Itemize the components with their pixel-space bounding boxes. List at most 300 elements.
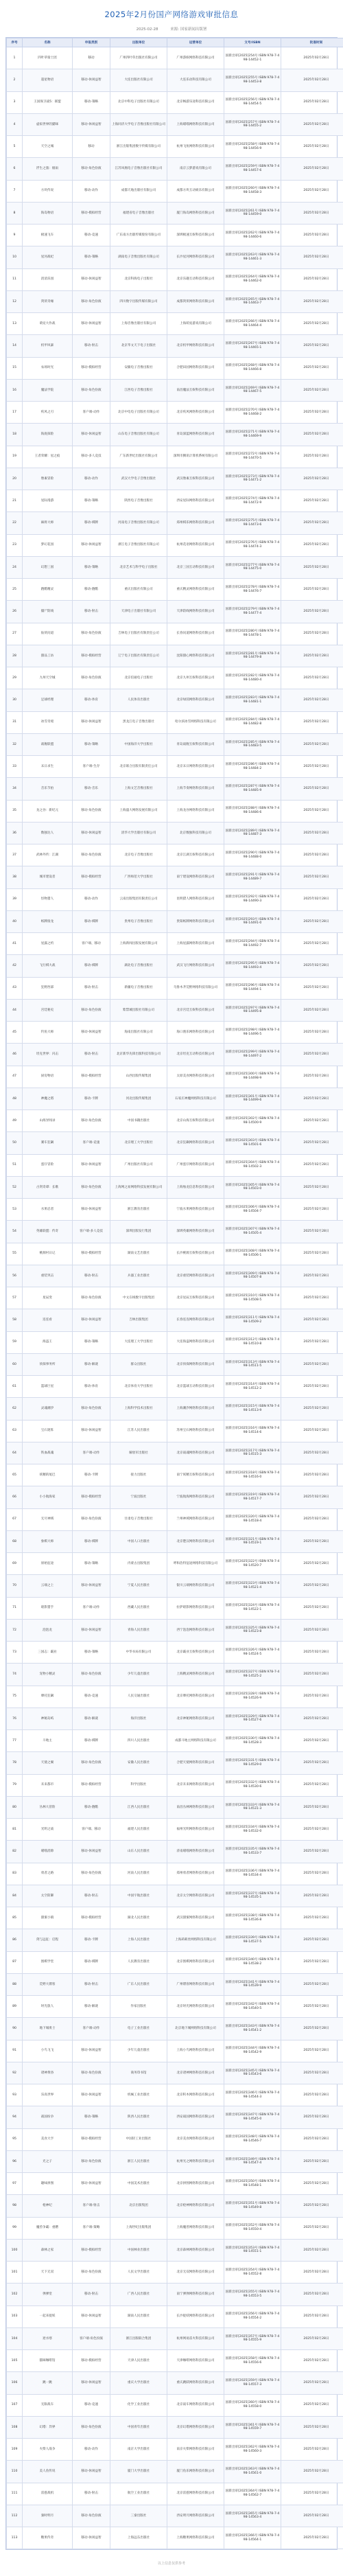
col-header-date: 批准时间: [281, 38, 343, 47]
cell-no: 91: [7, 2040, 23, 2062]
cell-name: 九州天空城: [23, 667, 73, 689]
cell-name: 消消乐园: [23, 268, 73, 290]
cell-isbn: 国新出审[2025]302号 ISBN 978-7-498-14500-9: [224, 1110, 281, 1132]
cell-date: 2025年02月28日: [281, 1929, 343, 1951]
cell-operator: 郑州勇者网络科技有限公司: [167, 1863, 224, 1885]
cell-name: 糖果传奇: [23, 2527, 73, 2549]
cell-date: 2025年02月28日: [281, 1686, 343, 1707]
cell-name: 勇者之路: [23, 1863, 73, 1885]
table-row: [7, 2305, 343, 2327]
cell-publisher: 内蒙古出版集团: [110, 1553, 167, 1575]
cell-date: 2025年02月28日: [281, 2372, 343, 2394]
cell-isbn: 国新出审[2025]271号 ISBN 978-7-498-14469-9: [224, 424, 281, 446]
cell-no: 45: [7, 1022, 23, 1044]
cell-publisher: 广州出版社有限公司: [110, 1154, 167, 1176]
cell-category: 移动-角色扮演: [73, 379, 110, 401]
cell-operator: 大连海盗网络科技有限公司: [167, 1331, 224, 1353]
cell-date: 2025年02月28日: [281, 733, 343, 755]
table-row: [7, 1796, 343, 1818]
cell-category: 移动-策略: [73, 1553, 110, 1575]
cell-publisher: 中国青年出版社: [110, 2416, 167, 2438]
cell-date: 2025年02月28日: [281, 424, 343, 446]
table-row: [7, 2040, 343, 2062]
cell-no: 6: [7, 158, 23, 180]
cell-isbn: 国新出审[2025]268号 ISBN 978-7-498-14466-8: [224, 357, 281, 379]
cell-operator: 北京三国互动科技有限公司: [167, 556, 224, 578]
table-row: [7, 1066, 343, 1088]
cell-name: 雷霆战机: [23, 2483, 73, 2505]
cell-isbn: 国新出审[2025]277号 ISBN 978-7-498-14475-0: [224, 556, 281, 578]
cell-isbn: 国新出审[2025]341号 ISBN 978-7-498-14539-9: [224, 1973, 281, 1995]
cell-category: 客户端-动作: [73, 1597, 110, 1619]
cell-operator: 南京火柴网络科技有限公司: [167, 2439, 224, 2461]
cell-category: 移动-射击: [73, 601, 110, 623]
cell-name: 超星物语: [23, 69, 73, 91]
cell-category: 移动-模拟经营: [73, 1243, 110, 1265]
cell-name: 海盗王: [23, 1331, 73, 1353]
cell-isbn: 国新出审[2025]259号 ISBN 978-7-498-14457-6: [224, 158, 281, 180]
cell-date: 2025年02月28日: [281, 2040, 343, 2062]
cell-publisher: 北京中科电子出版社有限公司: [110, 91, 167, 113]
cell-category: 移动-模拟经营: [73, 1907, 110, 1929]
cell-category: 移动-竞速: [73, 225, 110, 246]
table-row: [7, 512, 343, 534]
cell-operator: 北京篮球互动科技有限公司: [167, 1376, 224, 1398]
cell-category: 移动-竞速: [73, 1686, 110, 1707]
cell-operator: 拉萨暗影网络科技有限公司: [167, 1597, 224, 1619]
cell-name: 四叶草骑士团: [23, 47, 73, 69]
table-row: [7, 955, 343, 977]
cell-operator: 上海小鸟网络科技有限公司: [167, 2040, 224, 2062]
cell-operator: 长春连连网络科技有限公司: [167, 1309, 224, 1331]
cell-name: 武林外传：江湖: [23, 844, 73, 866]
cell-date: 2025年02月28日: [281, 1730, 343, 1752]
cell-category: 移动-角色扮演: [73, 1508, 110, 1530]
cell-isbn: 国新出审[2025]276号 ISBN 978-7-498-14474-3: [224, 534, 281, 556]
table-row: [7, 225, 343, 246]
cell-no: 70: [7, 1575, 23, 1597]
cell-category: 移动-模拟经营: [73, 202, 110, 224]
cell-operator: 昆明猎人网络科技有限公司: [167, 888, 224, 910]
cell-publisher: 河南电子音像出版社有限公司: [110, 512, 167, 534]
cell-name: 荒野大镖客: [23, 1973, 73, 1995]
cell-name: 星露之约: [23, 933, 73, 955]
table-row: [7, 534, 343, 556]
cell-publisher: 广州四叶草出版社有限公司: [110, 47, 167, 69]
cell-name: 星河战纪: [23, 246, 73, 268]
table-row: [7, 2327, 343, 2349]
cell-name: 幻想三国: [23, 556, 73, 578]
cell-no: 82: [7, 1841, 23, 1863]
cell-publisher: 广西人民出版社: [110, 2284, 167, 2305]
cell-publisher: 吉林电子出版社有限责任公司: [110, 623, 167, 645]
cell-no: 53: [7, 1199, 23, 1221]
table-row: [7, 1420, 343, 1442]
cell-date: 2025年02月28日: [281, 977, 343, 999]
cell-publisher: 新疆电子音像出版社: [110, 977, 167, 999]
cell-isbn: 国新出审[2025]288号 ISBN 978-7-498-14486-6: [224, 800, 281, 822]
table-row: [7, 2217, 343, 2239]
cell-name: 逆水寒: [23, 2327, 73, 2349]
table-row: [7, 1841, 343, 1863]
cell-operator: 深圳英雄网络科技有限公司: [167, 1221, 224, 1243]
cell-name: 铁血战魂: [23, 1442, 73, 1464]
cell-name: 时光旅人: [23, 1996, 73, 2018]
cell-category: 移动-角色扮演: [73, 1752, 110, 1774]
cell-publisher: 浙江电子音像出版社有限公司: [110, 534, 167, 556]
cell-publisher: 湖北人民出版社: [110, 1907, 167, 1929]
cell-operator: 北京乐趣互动科技有限公司: [167, 268, 224, 290]
cell-no: 92: [7, 2062, 23, 2084]
cell-name: 梦幻花园: [23, 534, 73, 556]
table-row: [7, 1774, 343, 1796]
cell-no: 66: [7, 1486, 23, 1508]
cell-date: 2025年02月28日: [281, 1154, 343, 1176]
cell-category: 移动-休闲益智: [73, 1022, 110, 1044]
table-row: [7, 1088, 343, 1109]
cell-date: 2025年02月28日: [281, 1265, 343, 1287]
table-row: [7, 1973, 343, 1995]
cell-publisher: 作家出版社: [110, 1996, 167, 2018]
cell-category: 移动-策略: [73, 2106, 110, 2128]
cell-operator: 哈尔滨冰雪网络科技有限公司: [167, 711, 224, 733]
cell-date: 2025年02月28日: [281, 689, 343, 711]
table-row: [7, 1265, 343, 1287]
cell-date: 2025年02月28日: [281, 357, 343, 379]
cell-name: 剑侠奇缘: [23, 290, 73, 312]
col-header-name: 名称: [23, 38, 73, 47]
cell-isbn: 国新出审[2025]350号 ISBN 978-7-498-14548-1: [224, 2173, 281, 2195]
cell-date: 2025年02月28日: [281, 2483, 343, 2505]
cell-date: 2025年02月28日: [281, 1287, 343, 1309]
table-row: [7, 2372, 343, 2394]
cell-category: 移动-棋牌: [73, 1530, 110, 1552]
cell-no: 61: [7, 1376, 23, 1398]
cell-category: 客户端-竞速: [73, 1132, 110, 1154]
table-row: [7, 268, 343, 290]
cell-date: 2025年02月28日: [281, 1863, 343, 1885]
cell-operator: 上海烛龙信息科技有限公司: [167, 1176, 224, 1198]
cell-category: 移动-策略: [73, 490, 110, 512]
cell-name: 神魔之塔: [23, 1088, 73, 1109]
cell-publisher: 上海音像出版社有限公司: [110, 313, 167, 335]
cell-isbn: 国新出审[2025]365号 ISBN 978-7-498-14563-4: [224, 2505, 281, 2527]
cell-name: 钓鱼大师: [23, 1022, 73, 1044]
cell-category: 移动-跑酷: [73, 579, 110, 601]
cell-isbn: 国新出审[2025]349号 ISBN 978-7-498-14547-4: [224, 2150, 281, 2172]
cell-publisher: 海南出版社有限公司: [110, 1022, 167, 1044]
cell-isbn: 国新出审[2025]299号 ISBN 978-7-498-14497-2: [224, 1044, 281, 1066]
cell-isbn: 国新出审[2025]356号 ISBN 978-7-498-14554-2: [224, 2305, 281, 2327]
cell-publisher: 重庆大学出版社: [110, 2372, 167, 2394]
cell-category: 移动-角色扮演: [73, 1863, 110, 1885]
cell-name: 狂野西部: [23, 977, 73, 999]
cell-publisher: 福建省电子音像出版社: [110, 202, 167, 224]
cell-isbn: 国新出审[2025]314号 ISBN 978-7-498-14512-2: [224, 1376, 281, 1398]
cell-isbn: 国新出审[2025]329号 ISBN 978-7-498-14527-6: [224, 1707, 281, 1729]
cell-no: 84: [7, 1885, 23, 1907]
table-row: [7, 91, 343, 113]
cell-operator: 北京太空网络科技有限公司: [167, 1885, 224, 1907]
cell-date: 2025年02月28日: [281, 1530, 343, 1552]
cell-publisher: 中国宇航出版社: [110, 1885, 167, 1907]
cell-operator: 海口渔乐网络科技有限公司: [167, 1022, 224, 1044]
cell-name: 无尽神域: [23, 1508, 73, 1530]
cell-name: 乐高世界: [23, 2084, 73, 2106]
cell-date: 2025年02月28日: [281, 601, 343, 623]
cell-category: 移动-休闲益智: [73, 424, 110, 446]
cell-date: 2025年02月28日: [281, 2416, 343, 2438]
table-row: [7, 1752, 343, 1774]
cell-category: 移动-角色扮演: [73, 2150, 110, 2172]
cell-category: 移动-休闲益智: [73, 1199, 110, 1221]
cell-no: 10: [7, 246, 23, 268]
cell-operator: 福州光明网络科技有限公司: [167, 1819, 224, 1841]
cell-publisher: 上海世纪出版集团: [110, 2217, 167, 2239]
cell-no: 96: [7, 2150, 23, 2172]
table-row: [7, 1996, 343, 2018]
cell-category: 移动-策略: [73, 246, 110, 268]
cell-isbn: 国新出审[2025]338号 ISBN 978-7-498-14536-8: [224, 1907, 281, 1929]
cell-date: 2025年02月28日: [281, 1508, 343, 1530]
cell-publisher: 上海同济大学电子音像出版社有限公司: [110, 113, 167, 135]
cell-category: 移动-休闲益智: [73, 313, 110, 335]
cell-category: 客户端-角色扮演: [73, 2327, 110, 2349]
cell-category: 客户端-动作: [73, 2018, 110, 2040]
cell-operator: 厦门鱼乐网络科技有限公司: [167, 2461, 224, 2483]
cell-category: 移动-模拟经营: [73, 2350, 110, 2372]
cell-category: 移动-射击: [73, 2284, 110, 2305]
cell-category: 移动-策略: [73, 556, 110, 578]
cell-publisher: 湖南文艺出版社: [110, 1243, 167, 1265]
cell-publisher: 武汉大学电子音像出版社: [110, 468, 167, 490]
cell-no: 12: [7, 290, 23, 312]
cell-publisher: 上海文艺音像出版社: [110, 778, 167, 800]
cell-date: 2025年02月28日: [281, 2394, 343, 2416]
cell-category: 移动-解谜: [73, 1353, 110, 1375]
cell-no: 22: [7, 512, 23, 534]
cell-publisher: 河北出版传媒集团: [110, 1088, 167, 1109]
cell-publisher: 上海新闻出版发展有限公司: [110, 933, 167, 955]
cell-isbn: 国新出审[2025]342号 ISBN 978-7-498-14540-5: [224, 1996, 281, 2018]
cell-operator: 西安明月网络科技有限公司: [167, 2505, 224, 2527]
cell-operator: 天津防线网络科技有限公司: [167, 601, 224, 623]
cell-operator: 北京机甲网络科技有限公司: [167, 335, 224, 357]
cell-operator: 长沙星河网络科技有限公司: [167, 246, 224, 268]
cell-operator: 北京重装网络科技有限公司: [167, 1265, 224, 1287]
cell-publisher: 少年儿童出版社: [110, 1664, 167, 1686]
cell-date: 2025年02月28日: [281, 490, 343, 512]
cell-publisher: 人民交通出版社: [110, 1686, 167, 1707]
cell-publisher: 清华大学出版社有限公司: [110, 822, 167, 844]
cell-operator: 北京楚汉网络科技有限公司: [167, 1530, 224, 1552]
table-row: [7, 2128, 343, 2150]
cell-publisher: 浙江出版集团数字传媒有限公司: [110, 136, 167, 158]
table-row: [7, 1221, 343, 1243]
cell-publisher: 浙江人民出版社: [110, 2150, 167, 2172]
cell-isbn: 国新出审[2025]351号 ISBN 978-7-498-14549-8: [224, 2195, 281, 2217]
cell-publisher: 三秦出版社: [110, 2505, 167, 2527]
cell-publisher: 北京出版集团: [110, 2195, 167, 2217]
table-row: [7, 844, 343, 866]
cell-category: 移动-棋牌: [73, 910, 110, 932]
cell-no: 60: [7, 1353, 23, 1375]
cell-name: 暗影猎手: [23, 1597, 73, 1619]
cell-isbn: 国新出审[2025]308号 ISBN 978-7-498-14506-1: [224, 1243, 281, 1265]
cell-publisher: 福建人民出版社: [110, 1819, 167, 1841]
cell-isbn: 国新出审[2025]333号 ISBN 978-7-498-14531-3: [224, 1796, 281, 1818]
footer-note: 以上信息仅供参考: [0, 2561, 343, 2566]
cell-no: 25: [7, 579, 23, 601]
cell-category: 移动-策略: [73, 1331, 110, 1353]
cell-operator: 北京摩托网络科技有限公司: [167, 1686, 224, 1707]
cell-no: 29: [7, 667, 23, 689]
cell-category: 客户端-策略: [73, 2217, 110, 2239]
cell-name: 蛋仔冒险: [23, 1154, 73, 1176]
cell-no: 30: [7, 689, 23, 711]
cell-category: 移动-休闲益智: [73, 1575, 110, 1597]
cell-no: 68: [7, 1530, 23, 1552]
cell-name: 光之子: [23, 2150, 73, 2172]
cell-date: 2025年02月28日: [281, 1420, 343, 1442]
cell-category: 客户端、移动: [73, 1819, 110, 1841]
cell-date: 2025年02月28日: [281, 866, 343, 888]
cell-no: 48: [7, 1088, 23, 1109]
table-row: [7, 2527, 343, 2549]
cell-isbn: 国新出审[2025]332号 ISBN 978-7-498-14530-6: [224, 1774, 281, 1796]
cell-name: 趣味拼图: [23, 2173, 73, 2195]
cell-name: 龙之谷：新纪元: [23, 800, 73, 822]
cell-operator: 北京九州互娱科技有限公司: [167, 667, 224, 689]
cell-isbn: 国新出审[2025]258号 ISBN 978-7-498-14456-9: [224, 136, 281, 158]
cell-publisher: 广东南方出版传媒股份有限公司: [110, 225, 167, 246]
cell-no: 4: [7, 113, 23, 135]
cell-name: 古剑奇谭：长歌: [23, 1176, 73, 1198]
table-row: [7, 1553, 343, 1575]
table-row: [7, 2062, 343, 2084]
cell-date: 2025年02月28日: [281, 2150, 343, 2172]
cell-isbn: 国新出审[2025]262号 ISBN 978-7-498-14460-6: [224, 225, 281, 246]
cell-no: 31: [7, 711, 23, 733]
cell-date: 2025年02月28日: [281, 2327, 343, 2349]
cell-date: 2025年02月28日: [281, 2439, 343, 2461]
cell-operator: 济南喵喵网络科技有限公司: [167, 1841, 224, 1863]
cell-operator: 南京云梦游戏有限公司: [167, 158, 224, 180]
cell-isbn: 国新出审[2025]313号 ISBN 978-7-498-14511-5: [224, 1353, 281, 1375]
cell-publisher: 黑龙江电子音像出版社: [110, 711, 167, 733]
cell-date: 2025年02月28日: [281, 1752, 343, 1774]
cell-category: 移动-休闲益智: [73, 2173, 110, 2195]
cell-publisher: 接力出版社: [110, 1464, 167, 1486]
table-row: [7, 202, 343, 224]
table-row: [7, 2461, 343, 2483]
cell-no: 9: [7, 225, 23, 246]
cell-no: 32: [7, 733, 23, 755]
cell-no: 47: [7, 1066, 23, 1088]
cell-isbn: 国新出审[2025]293号 ISBN 978-7-498-14491-0: [224, 910, 281, 932]
cell-name: 海岛物语: [23, 202, 73, 224]
cell-publisher: 北京伯通电子出版社: [110, 667, 167, 689]
table-row: [7, 290, 343, 312]
cell-category: 移动-角色扮演: [73, 999, 110, 1021]
cell-operator: 北京诸神网络科技有限公司: [167, 2062, 224, 2084]
cell-operator: 上海萌宠游戏有限公司: [167, 313, 224, 335]
cell-date: 2025年02月28日: [281, 1132, 343, 1154]
cell-name: 原始征途: [23, 1553, 73, 1575]
cell-isbn: 国新出审[2025]326号 ISBN 978-7-498-14524-5: [224, 1642, 281, 1664]
cell-category: 移动-棋牌: [73, 1730, 110, 1752]
cell-operator: 北京森林网络科技有限公司: [167, 2239, 224, 2261]
cell-date: 2025年02月28日: [281, 1619, 343, 1641]
cell-category: 移动-射击: [73, 1044, 110, 1066]
cell-no: 16: [7, 379, 23, 401]
cell-no: 100: [7, 2239, 23, 2261]
table-row: [7, 1331, 343, 1353]
table-row: [7, 778, 343, 800]
cell-category: 移动-休闲益智: [73, 2461, 110, 2483]
cell-date: 2025年02月28日: [281, 1066, 343, 1088]
cell-category: 移动-角色扮演: [73, 800, 110, 822]
cell-date: 2025年02月28日: [281, 91, 343, 113]
table-row: [7, 888, 343, 910]
cell-operator: 北京侦探网络科技有限公司: [167, 1353, 224, 1375]
cell-date: 2025年02月28日: [281, 2018, 343, 2040]
cell-date: 2025年02月28日: [281, 1221, 343, 1243]
cell-operator: 上海龙谷网络科技有限公司: [167, 800, 224, 822]
cell-publisher: 上海盛大网络发展有限公司: [110, 800, 167, 822]
cell-isbn: 国新出审[2025]340号 ISBN 978-7-498-14538-2: [224, 1951, 281, 1973]
cell-name: 云端之上: [23, 1575, 73, 1597]
cell-isbn: 国新出审[2025]285号 ISBN 978-7-498-14483-5: [224, 733, 281, 755]
cell-name: 赛车狂飙: [23, 1132, 73, 1154]
cell-date: 2025年02月28日: [281, 313, 343, 335]
cell-no: 7: [7, 180, 23, 202]
cell-publisher: 人民体育出版社: [110, 689, 167, 711]
table-row: [7, 2262, 343, 2284]
cell-no: 24: [7, 556, 23, 578]
cell-isbn: 国新出审[2025]306号 ISBN 978-7-498-14504-7: [224, 1199, 281, 1221]
cell-operator: 西安战国网络科技有限公司: [167, 2106, 224, 2128]
cell-no: 78: [7, 1752, 23, 1774]
cell-date: 2025年02月28日: [281, 1819, 343, 1841]
cell-category: 移动-棋牌: [73, 1951, 110, 1973]
table-row: [7, 1376, 343, 1398]
cell-operator: 武汉飞行网络科技有限公司: [167, 955, 224, 977]
cell-category: 移动-射击: [73, 1973, 110, 1995]
cell-publisher: 湖北电子音像出版社: [110, 955, 167, 977]
cell-isbn: 国新出审[2025]254号 ISBN 978-7-498-14452-1: [224, 47, 281, 69]
table-row: [7, 2439, 343, 2461]
cell-publisher: 山西出版传媒集团: [110, 1066, 167, 1088]
cell-name: 麻将大师: [23, 512, 73, 534]
cell-name: 末日求生: [23, 756, 73, 778]
cell-publisher: 大连出版社有限公司: [110, 69, 167, 91]
cell-date: 2025年02月28日: [281, 1088, 343, 1109]
cell-operator: 北京拼图网络科技有限公司: [167, 2173, 224, 2195]
cell-category: 移动-策略: [73, 1642, 110, 1664]
cell-isbn: 国新出审[2025]266号 ISBN 978-7-498-14464-4: [224, 313, 281, 335]
cell-name: 甜蜜小镇: [23, 1907, 73, 1929]
cell-operator: 长春问道网络科技有限公司: [167, 623, 224, 645]
cell-date: 2025年02月28日: [281, 2084, 343, 2106]
cell-name: 浮生之旅：烟雨: [23, 158, 73, 180]
cell-operator: 上海星露网络科技有限公司: [167, 933, 224, 955]
table-row: [7, 1309, 343, 1331]
cell-publisher: 青海人民出版社: [110, 1619, 167, 1641]
cell-date: 2025年02月28日: [281, 446, 343, 468]
cell-name: 火柴人战争: [23, 2439, 73, 2461]
cell-operator: 北京枪神网络科技有限公司: [167, 2195, 224, 2217]
